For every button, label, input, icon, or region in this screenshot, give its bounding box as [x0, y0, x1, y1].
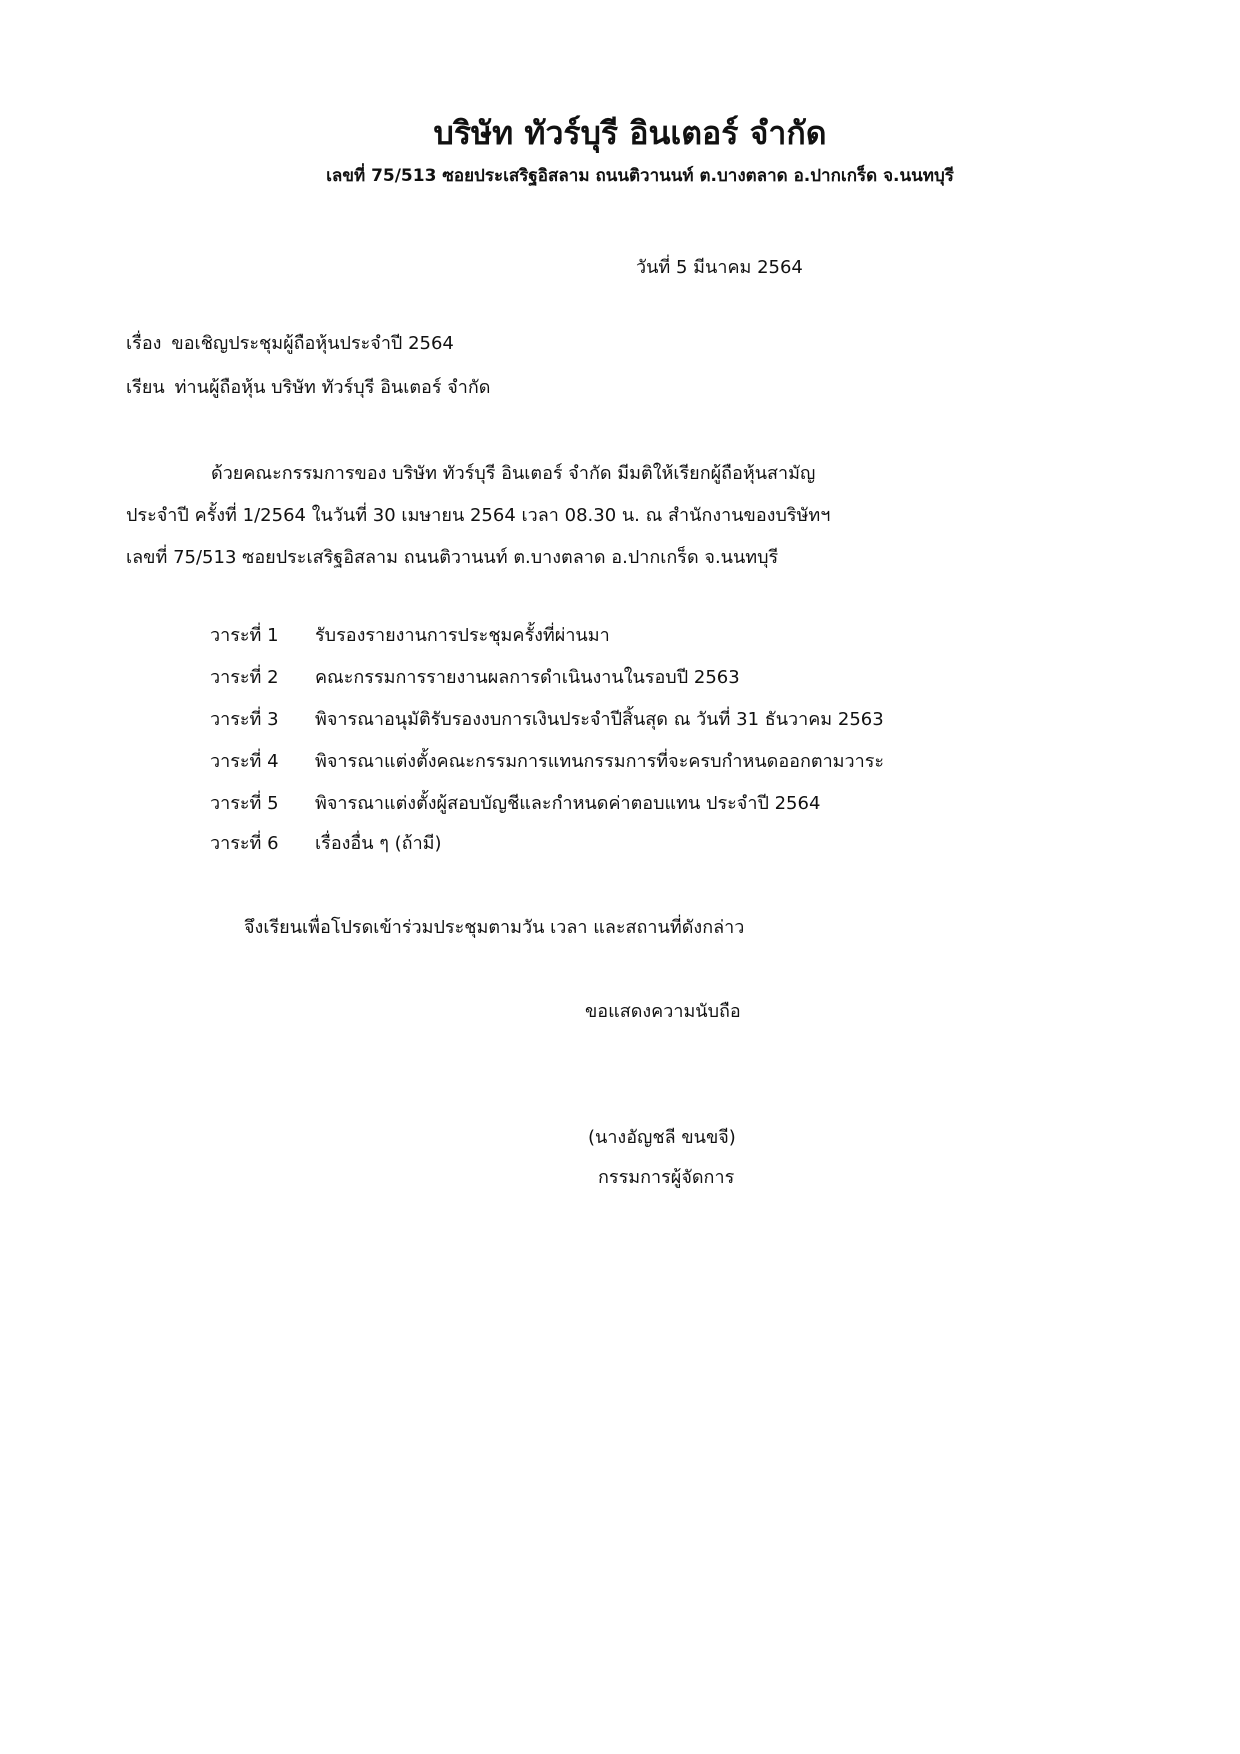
agenda-number: วาระที่ 3 [210, 709, 279, 730]
agenda-number: วาระที่ 6 [210, 833, 279, 854]
agenda-text: เรื่องอื่น ๆ (ถ้ามี) [315, 833, 442, 854]
company-address: เลขที่ 75/513 ซอยประเสริฐอิสลาม ถนนติวานนท์ ต.บางตลาด อ.ปากเกร็ด จ.นนทบุรี [326, 166, 954, 186]
company-name: บริษัท ทัวร์บุรี อินเตอร์ จำกัด [433, 114, 827, 152]
agenda-number: วาระที่ 4 [210, 751, 279, 772]
signatory-name: (นางอัญชลี ขนขจี) [588, 1127, 736, 1148]
agenda-text: พิจารณาแต่งตั้งคณะกรรมการแทนกรรมการที่จะครบกำหนดออกตามวาระ [315, 751, 885, 772]
recipient-value: ท่านผู้ถือหุ้น บริษัท ทัวร์บุรี อินเตอร์ จำกัด [174, 377, 491, 398]
body-paragraph-line: ด้วยคณะกรรมการของ บริษัท ทัวร์บุรี อินเตอร์ จำกัด มีมติให้เรียกผู้ถือหุ้นสามัญ [211, 463, 816, 484]
subject-label: เรื่อง [126, 333, 162, 354]
agenda-text: พิจารณาอนุมัติรับรองงบการเงินประจำปีสิ้นสุด ณ วันที่ 31 ธันวาคม 2563 [315, 709, 884, 730]
body-paragraph-line: ประจำปี ครั้งที่ 1/2564 ในวันที่ 30 เมษายน 2564 เวลา 08.30 น. ณ สำนักงานของบริษัทฯ [126, 505, 831, 526]
signatory-title: กรรมการผู้จัดการ [598, 1167, 735, 1188]
body-paragraph-line: เลขที่ 75/513 ซอยประเสริฐอิสลาม ถนนติวานนท์ ต.บางตลาด อ.ปากเกร็ด จ.นนทบุรี [126, 547, 779, 568]
agenda-item [210, 788, 820, 817]
agenda-number: วาระที่ 2 [210, 667, 279, 688]
recipient-label: เรียน [126, 377, 165, 398]
agenda-item [210, 620, 610, 649]
agenda-number: วาระที่ 5 [210, 793, 279, 814]
agenda-text: รับรองรายงานการประชุมครั้งที่ผ่านมา [315, 625, 610, 646]
agenda-item [210, 662, 740, 691]
agenda-number: วาระที่ 1 [210, 625, 279, 646]
agenda-item [210, 746, 884, 775]
agenda-item [210, 828, 442, 857]
regards-line: ขอแสดงความนับถือ [585, 1001, 741, 1022]
subject-line [126, 328, 454, 357]
agenda-text: พิจารณาแต่งตั้งผู้สอบบัญชีและกำหนดค่าตอบแทน ประจำปี 2564 [315, 793, 821, 814]
letter-date: วันที่ 5 มีนาคม 2564 [636, 257, 803, 278]
agenda-text: คณะกรรมการรายงานผลการดำเนินงานในรอบปี 2563 [315, 667, 740, 688]
subject-value: ขอเชิญประชุมผู้ถือหุ้นประจำปี 2564 [171, 333, 454, 354]
agenda-item [210, 704, 884, 733]
recipient-line [126, 372, 491, 401]
closing-line: จึงเรียนเพื่อโปรดเข้าร่วมประชุมตามวัน เวลา และสถานที่ดังกล่าว [244, 917, 745, 938]
